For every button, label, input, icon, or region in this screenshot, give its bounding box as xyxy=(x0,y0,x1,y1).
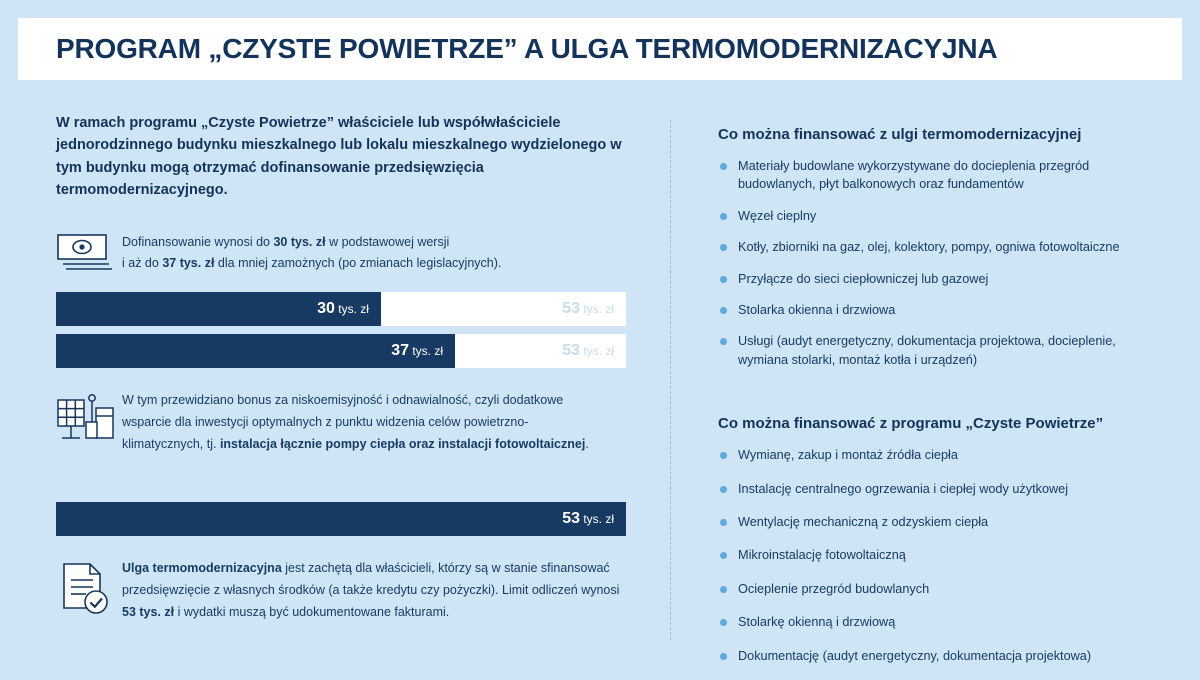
program-scope-list xyxy=(718,446,1158,665)
bar-label-30 xyxy=(317,292,369,326)
tax-relief-amount: 53 tys. zł xyxy=(122,604,175,619)
bar-unit-53: tys. zł xyxy=(583,512,614,526)
list-item: Węzeł cieplny xyxy=(718,207,1158,225)
program-scope-block xyxy=(718,415,1158,665)
solar-panel-heat-pump-icon xyxy=(56,390,122,452)
bar-ghost-unit-30: tys. zł xyxy=(583,302,614,317)
list-item: Usługi (audyt energetyczny, dokumentacja projektowa, docieplenie, wymiana stolarki, montaż kotła i urządzeń) xyxy=(718,332,1158,369)
tax-relief-lead: Ulga termomodernizacyjna xyxy=(122,561,282,575)
column-divider xyxy=(670,120,672,640)
list-item: Materiały budowlane wykorzystywane do docieplenia przegród budowlanych, płyt balkonowych oraz fundamentów xyxy=(718,157,1158,194)
tax-relief-scope-block xyxy=(718,126,1158,369)
bar-label-37 xyxy=(391,334,443,368)
bar-unit-30: tys. zł xyxy=(338,302,369,317)
funding-line1-amount: 30 tys. zł xyxy=(273,234,326,249)
tax-relief-scope-list xyxy=(718,157,1158,369)
funding-line1-post: w podstawowej wersji xyxy=(325,234,450,249)
banknote-icon xyxy=(56,230,122,274)
tax-relief-text-2: i wydatki muszą być udokumentowane fakturami. xyxy=(174,604,450,619)
list-item: Instalację centralnego ogrzewania i ciepłej wody użytkowej xyxy=(718,480,1158,498)
list-item: Przyłącze do sieci ciepłowniczej lub gazowej xyxy=(718,270,1158,288)
bar-ghost-37 xyxy=(562,334,614,368)
intro-paragraph: W ramach programu „Czyste Powietrze” właściciele lub współwłaściciele jednorodzinnego budynku mieszkalnego lub lokalu mieszkalnego wydzielonego w tym budynku mogą otrzymać dofinansowanie przedsięwzięcia termomodernizacyjnego. xyxy=(56,115,622,199)
list-item: Dokumentację (audyt energetyczny, dokumentacja projektowa) xyxy=(718,647,1158,665)
bonus-text-plain: W tym przewidziano bonus za niskoemisyjność i odnawialność, czyli dodatkowe wsparcie dla inwestycji optymalnych z punktu widzenia celów powietrzno-klimatycznych, tj. xyxy=(122,393,564,452)
tax-relief-text-1: jest zachętą dla właścicieli, którzy są w stanie sfinansować przedsięwzięcie z własnych środków (a także kredytu czy pożyczki). Limit odliczeń wynosi xyxy=(122,561,620,597)
list-item: Wymianę, zakup i montaż źródła ciepła xyxy=(718,446,1158,464)
list-item: Mikroinstalację fotowoltaiczną xyxy=(718,546,1158,564)
bar-row-37 xyxy=(56,334,626,368)
list-item: Ocieplenie przegród budowlanych xyxy=(718,580,1158,598)
tax-relief-row xyxy=(56,558,656,624)
funding-line2-amount: 37 tys. zł xyxy=(162,256,215,271)
funding-bar-chart xyxy=(56,292,656,368)
funding-amount-text xyxy=(122,230,501,275)
funding-line2-pre: i aż do xyxy=(122,256,163,271)
funding-amount-row xyxy=(56,230,656,275)
funding-line2-post: dla mniej zamożnych (po zmianach legislacyjnych). xyxy=(214,256,502,271)
bar-ghost-value-30: 53 xyxy=(562,300,580,318)
page-title: PROGRAM „CZYSTE POWIETRZE” A ULGA TERMOMODERNIZACYJNA xyxy=(56,33,998,64)
left-column xyxy=(56,112,656,624)
bonus-text xyxy=(122,390,592,456)
bar-ghost-unit-37: tys. zł xyxy=(583,344,614,359)
bonus-row xyxy=(56,390,656,456)
bar-value-37: 37 xyxy=(391,342,409,360)
tax-relief-scope-heading: Co można finansować z ulgi termomodernizacyjnej xyxy=(718,126,1082,143)
list-item: Stolarkę okienną i drzwiową xyxy=(718,613,1158,631)
list-item: Stolarka okienna i drzwiowa xyxy=(718,301,1158,319)
bar-ghost-30 xyxy=(562,292,614,326)
bar-ghost-value-37: 53 xyxy=(562,342,580,360)
tax-relief-text xyxy=(122,558,622,624)
bar-label-53 xyxy=(562,502,614,536)
bonus-text-bold: instalacja łącznie pompy ciepła oraz instalacji fotowoltaicznej xyxy=(219,437,586,452)
program-scope-heading: Co można finansować z programu „Czyste Powietrze” xyxy=(718,415,1104,433)
bar-row-30 xyxy=(56,292,626,326)
right-column xyxy=(718,126,1158,680)
bonus-text-end: . xyxy=(585,437,589,452)
list-item: Kotły, zbiorniki na gaz, olej, kolektory, pompy, ogniwa fotowoltaiczne xyxy=(718,238,1158,256)
bar-value-53: 53 xyxy=(562,510,580,527)
bar-unit-37: tys. zł xyxy=(412,344,443,359)
bar-row-total-53 xyxy=(56,502,626,536)
document-check-icon xyxy=(56,558,122,618)
bar-value-30: 30 xyxy=(317,300,335,318)
list-item: Wentylację mechaniczną z odzyskiem ciepła xyxy=(718,513,1158,531)
funding-line1-pre: Dofinansowanie wynosi do xyxy=(122,234,274,249)
